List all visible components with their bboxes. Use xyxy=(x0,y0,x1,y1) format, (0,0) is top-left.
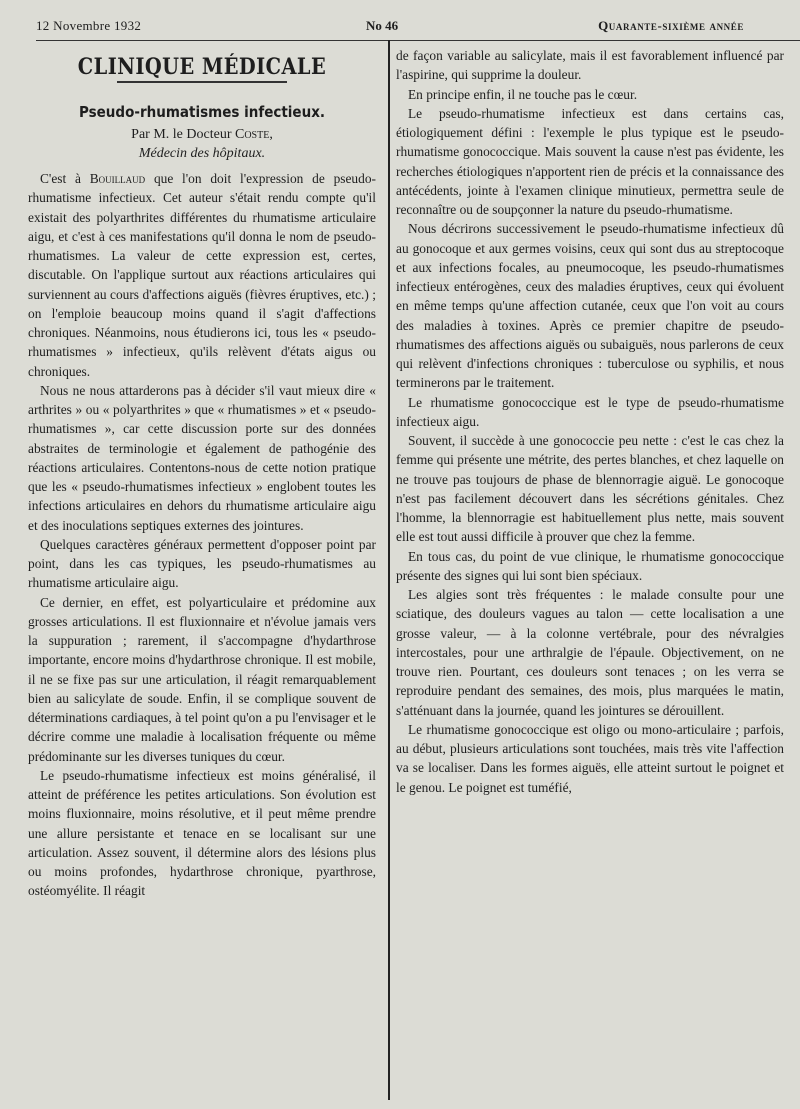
author-affiliation: Médecin des hôpitaux. xyxy=(138,145,266,161)
author-prefix: Par M. le Docteur xyxy=(131,126,232,142)
issue-date: 12 Novembre 1932 xyxy=(36,18,142,33)
page-header xyxy=(36,18,760,38)
paragraph: Le rhumatisme gonococcique est le type de pseudo-rhumatisme infectieux aigu. xyxy=(396,394,784,429)
author-name: Coste, xyxy=(234,126,273,142)
paragraph: Le rhumatisme gonococcique est oligo ou mono-articulaire ; parfois, au début, plusieurs articulations sont touchées, mais très vite l'affection va se localiser. Dans les formes aiguës, elle atteint surtout le poignet et le genou. Le poignet est tuméfié, xyxy=(396,721,784,795)
paragraph: Souvent, il succède à une gonococcie peu nette : c'est le cas chez la femme qui présente une métrite, des pertes blanches, et chez laquelle on ne trouve pas toujours de phase de blennorragie aiguë. Le gonocoque n'est pas facilement découvert dans les sécrétions génitales. Chez l'homme, la blennorragie est habituellement plus nette, mais souvent elle est tout aussi difficile à prouver que chez la femme. xyxy=(396,433,784,545)
section-title: CLINIQUE MÉDICALE xyxy=(77,54,327,80)
section-title-rule xyxy=(117,81,287,83)
paragraph: Nous décrirons successivement le pseudo-rhumatisme infectieux dû au gonocoque et aux germes voisins, ceux qui sont dus au streptocoque et aux infections focales, au pneumocoque, les pseudo-rhumatismes infectieux entérogènes, ceux des maladies éruptives, ceux qui évoluent en même temps qu'une affection cutanée, ceux que l'on voit au cours des maladies à toxines. Après ce premier chapitre de pseudo-rhumatismes des affections aiguës ou subaiguës, nous parlerons de ceux qui relèvent d'infections chroniques : tuberculose ou syphilis, et nous terminerons par le traitement. xyxy=(396,221,784,391)
header-rule xyxy=(36,40,800,41)
paragraph: Le pseudo-rhumatisme infectieux est dans certains cas, étiologiquement défini : l'exemple le plus typique est le pseudo-rhumatisme gonococcique. Mais souvent la cause n'est pas évidente, les recherches étiologiques n'apportent rien de précis et la connaissance des antécédents, jointe à l'examen clinique minutieux, permettra seule de reconnaître ou de soupçonner la nature du pseudo-rhumatisme. xyxy=(396,105,784,217)
left-column xyxy=(28,46,376,901)
paragraph: En principe enfin, il ne touche pas le cœur. xyxy=(408,86,638,102)
column-divider xyxy=(388,40,390,1100)
author-line xyxy=(28,125,376,144)
paragraph-start: C'est à xyxy=(40,171,81,186)
right-column xyxy=(396,46,784,797)
paragraph: Les algies sont très fréquentes : le malade consulte pour une sciatique, des douleurs vagues au talon — cette localisation a une grosse valeur, — à la colonne vertébrale, pour des névralgies intercostales, pour une arthralgie de l'épaule. Objectivement, on ne trouve rien. Pourtant, ces douleurs sont tenaces ; on les verra se reproduire pendant des semaines, des mois, plus marquées le matin, s'atténuant dans la journée, quand les jointures se dérouillent. xyxy=(396,587,784,718)
paragraph-text: que l'on doit l'expression de pseudo-rhumatisme infectieux. Cet auteur s'était rendu compte qu'il existait des polyarthrites différentes du rhumatisme articulaire aigu, et c'est à ces manifestations qu'il donna le nom de pseudo-rhumatismes. La valeur de cette expression est, certes, discutable. On l'applique surtout aux réactions articulaires qui surviennent au cours d'affections aiguës (fièvres éruptives, etc.) ; on l'emploie beaucoup moins quand il s'agit d'affections chroniques. Néanmoins, nous étudierons ici, tous les « pseudo- rhumatismes » infectieux, qu'ils relèvent d'états aigus ou chroniques. xyxy=(28,171,376,379)
volume-year: Quarante-sixième année xyxy=(598,18,744,33)
paragraph: Nous ne nous attarderons pas à décider s'il vaut mieux dire « arthrites » ou « polyarthrites » que « rhumatismes » et « pseudo-rhumatismes », car cette discussion porte sur des données abstraites de terminologie et également de pathogénie des réactions articulaires. Contentons-nous de cette notion pratique que les « pseudo-rhumatismes infectieux » englobent toutes les infections articulaires en dehors du rhumatisme articulaire aigu et des inoculations septiques externes des jointures. xyxy=(28,382,376,533)
paragraph xyxy=(28,169,376,381)
paragraph: de façon variable au salicylate, mais il est favorablement influencé par l'aspirine, qui supprime la douleur. xyxy=(396,48,784,83)
cited-author: Bouillaud xyxy=(89,171,146,186)
paragraph: Le pseudo-rhumatisme infectieux est moins généralisé, il atteint de préférence les petites articulations. Son évolution est moins fluxionnaire, moins résolutive, et il peut même prendre une allure persistante et tenace en se localisant sur une articulation. Assez souvent, il détermine alors des lésions plus ou moins profondes, hydarthrose chronique, pyarthrose, ostéomyélite. Il réagit xyxy=(28,767,376,899)
paragraph: Ce dernier, en effet, est polyarticulaire et prédomine aux grosses articulations. Il est fluxionnaire et n'évolue jamais vers la suppuration ; rarement, il s'accompagne d'hydarthrose importante, encore moins d'hydarthrose chronique. Il est mobile, il ne se fixe pas sur une articulation, il réagit remarquablement bien au salicylate de soude. Enfin, il se complique souvent de déterminations cardiaques, à tel point qu'on a pu l'envisager et le décrire comme une maladie à localisation fréquente ou même prédominante sur les diverses tuniques du cœur. xyxy=(28,594,376,764)
paragraph: En tous cas, du point de vue clinique, le rhumatisme gonococcique présente des signes qui lui sont bien spéciaux. xyxy=(396,548,784,583)
paragraph: Quelques caractères généraux permettent d'opposer point par point, dans les cas typiques, les pseudo-rhumatismes au rhumatisme articulaire aigu. xyxy=(28,536,376,591)
issue-number: No 46 xyxy=(366,18,399,33)
article-title: Pseudo-rhumatismes infectieux. xyxy=(78,103,326,122)
